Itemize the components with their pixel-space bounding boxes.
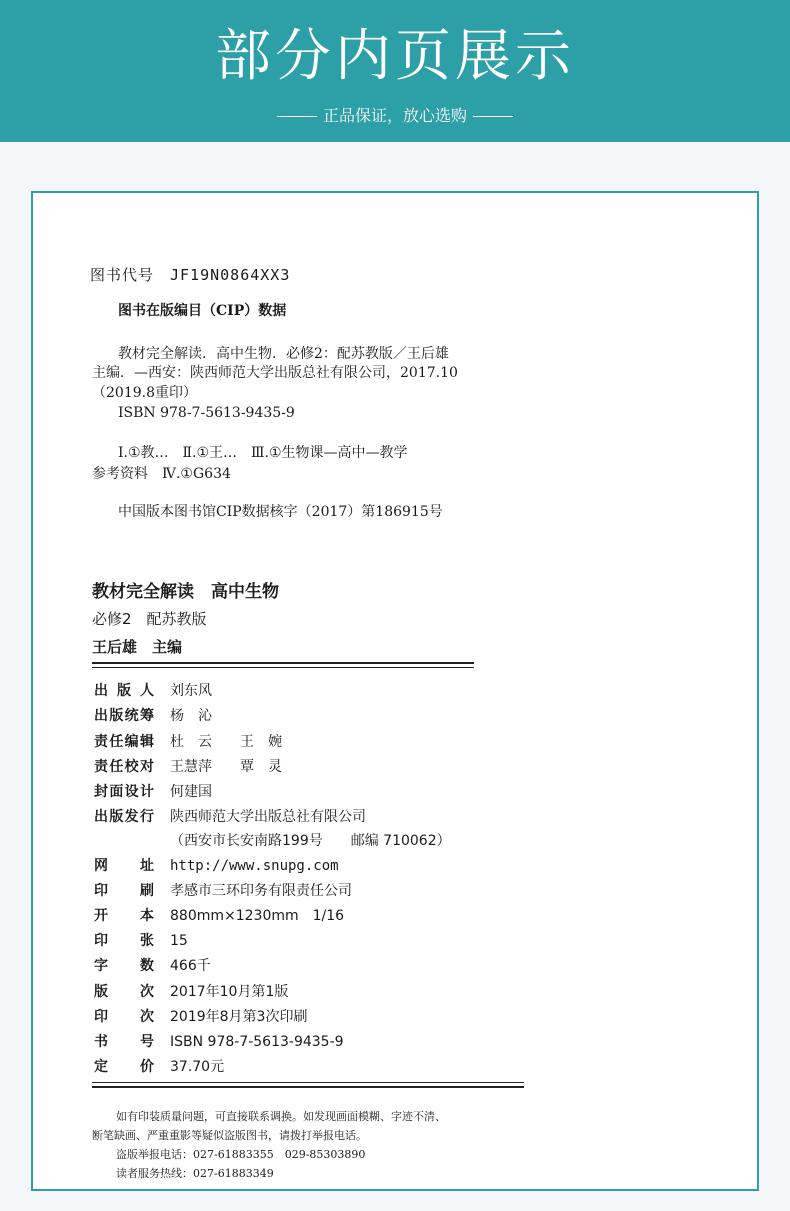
info-label-website: 网址 [94,858,154,874]
info-label-isbn: 书号 [94,1034,154,1050]
banner-subtitle [0,104,790,128]
header-banner [0,0,790,142]
cip-subject-line-2: 参考资料 Ⅳ.①G634 [92,466,231,482]
info-label-format: 开本 [94,908,154,924]
info-label-sheets: 印张 [94,933,154,949]
info-value-sheets: 15 [170,933,188,949]
rule-bottom-thin [92,1082,524,1083]
book-title: 教材完全解读 高中生物 [92,582,279,602]
info-value-publisher: 刘东风 [170,683,212,699]
info-value-format: 880mm×1230mm 1/16 [170,908,345,924]
cip-entry-line-1: 教材完全解读．高中生物．必修2：配苏教版／王后雄 [118,346,449,362]
notice-line-1: 如有印装质量问题，可直接联系调换。如发现画面模糊、字迹不清、 [116,1110,446,1123]
info-value-distribution: 陕西师范大学出版总社有限公司 [170,809,366,825]
book-code: 图书代号 JF19N0864XX3 [90,266,291,284]
info-label-printer: 印刷 [94,883,154,899]
info-label-coordinator: 出版统筹 [94,708,154,724]
info-label-edition: 版次 [94,984,154,1000]
info-label-cover-design: 封面设计 [94,784,154,800]
info-value-price: 37.70元 [170,1059,225,1075]
info-value-printing: 2019年8月第3次印刷 [170,1009,308,1025]
banner-subtitle-text: 正品保证，放心选购 [322,106,467,125]
cip-isbn: ISBN 978-7-5613-9435-9 [118,405,295,421]
info-value-cover-design: 何建国 [170,784,212,800]
rule-bottom-thick [92,1086,524,1088]
rule-top-thin [92,667,474,668]
cip-entry-line-3: （2019.8重印） [92,385,197,401]
rule-top-thick [92,662,474,664]
info-value-isbn: ISBN 978-7-5613-9435-9 [170,1034,344,1050]
notice-piracy-hotline: 盗版举报电话：027-61883355 029-85303890 [116,1148,366,1161]
notice-reader-hotline: 读者服务热线：027-61883349 [116,1167,274,1180]
info-value-proofreader: 王慧萍 覃 灵 [170,759,282,775]
info-label-price: 定价 [94,1059,154,1075]
info-label-word-count: 字数 [94,958,154,974]
cip-heading: 图书在版编目（CIP）数据 [118,303,287,319]
cip-entry-line-2: 主编．—西安：陕西师范大学出版总社有限公司，2017.10 [92,365,458,381]
book-editor: 王后雄 主编 [92,638,183,656]
info-value-edition: 2017年10月第1版 [170,984,289,1000]
info-label-publisher: 出版人 [94,683,154,699]
notice-line-2: 断笔缺画、严重重影等疑似盗版图书，请拨打举报电话。 [92,1129,367,1142]
banner-title: 部分内页展示 [215,24,575,89]
book-subtitle: 必修2 配苏教版 [92,610,207,628]
info-label-distribution: 出版发行 [94,809,154,825]
divider-left [277,116,317,117]
cip-number: 中国版本图书馆CIP数据核字（2017）第186915号 [118,504,443,520]
divider-right [473,116,513,117]
info-label-proofreader: 责任校对 [94,759,154,775]
info-label-editor: 责任编辑 [94,734,154,750]
info-value-address: （西安市长安南路199号 邮编 710062） [170,833,451,849]
info-value-website: http://www.snupg.com [170,858,339,874]
info-value-editor: 杜 云 王 婉 [170,734,282,750]
info-value-coordinator: 杨 沁 [170,708,212,724]
info-value-word-count: 466千 [170,958,211,974]
cip-subject-line-1: Ⅰ.①教… Ⅱ.①王… Ⅲ.①生物课—高中—教学 [118,445,408,461]
info-label-printing: 印次 [94,1009,154,1025]
info-value-printer: 孝感市三环印务有限责任公司 [170,883,352,899]
